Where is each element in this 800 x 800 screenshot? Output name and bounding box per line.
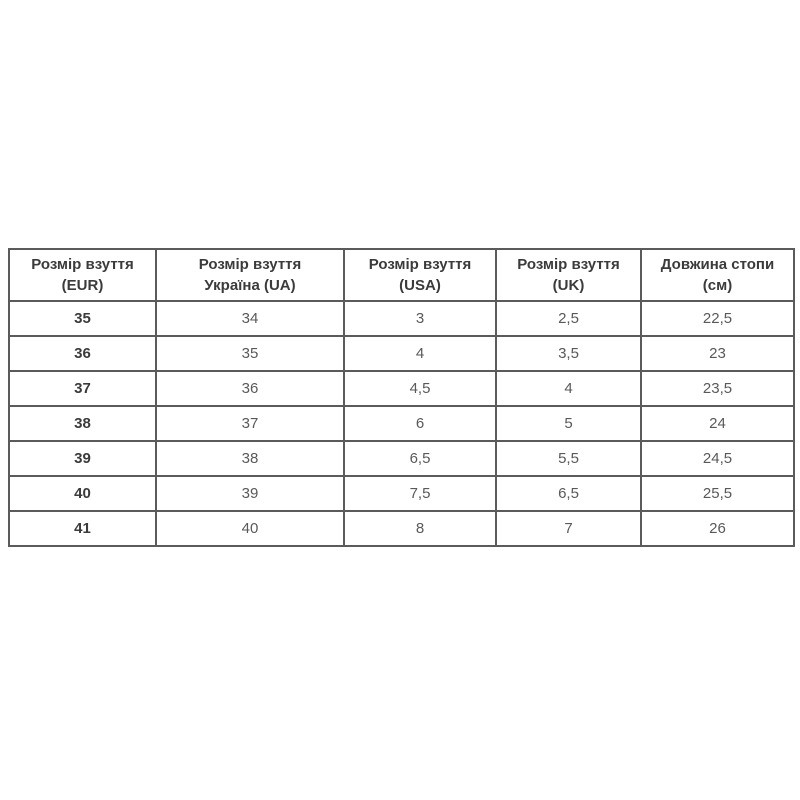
header-line1: Розмір взуття (31, 256, 134, 273)
cell-ua: 36 (156, 371, 344, 406)
cell-ua: 37 (156, 406, 344, 441)
cell-uk: 2,5 (496, 301, 641, 336)
size-conversion-table (8, 248, 795, 547)
header-line2: (EUR) (61, 277, 104, 294)
cell-uk: 5 (496, 406, 641, 441)
column-header-uk (496, 249, 641, 301)
cell-usa: 4,5 (344, 371, 496, 406)
cell-uk: 4 (496, 371, 641, 406)
header-line1: Розмір взуття (517, 256, 620, 273)
cell-usa: 3 (344, 301, 496, 336)
header-line2: (USA) (399, 277, 441, 294)
table-row (9, 336, 794, 371)
cell-eur: 39 (9, 441, 156, 476)
header-line1: Розмір взуття (368, 256, 472, 273)
cell-eur: 41 (9, 511, 156, 546)
cell-foot-length: 24 (641, 406, 794, 441)
table-row (9, 301, 794, 336)
header-line2: (см) (702, 277, 733, 294)
table-row (9, 371, 794, 406)
cell-foot-length: 23,5 (641, 371, 794, 406)
cell-ua: 40 (156, 511, 344, 546)
cell-ua: 38 (156, 441, 344, 476)
column-header-ua (156, 249, 344, 301)
cell-foot-length: 26 (641, 511, 794, 546)
cell-usa: 6 (344, 406, 496, 441)
table-row (9, 406, 794, 441)
column-header-usa (344, 249, 496, 301)
cell-ua: 39 (156, 476, 344, 511)
cell-eur: 37 (9, 371, 156, 406)
cell-foot-length: 22,5 (641, 301, 794, 336)
cell-foot-length: 25,5 (641, 476, 794, 511)
cell-ua: 34 (156, 301, 344, 336)
cell-eur: 36 (9, 336, 156, 371)
table-row (9, 441, 794, 476)
header-line2: (UK) (552, 277, 585, 294)
column-header-eur (9, 249, 156, 301)
cell-usa: 8 (344, 511, 496, 546)
cell-eur: 35 (9, 301, 156, 336)
header-line1: Довжина стопи (660, 256, 775, 273)
header-line1: Розмір взуття (198, 256, 302, 273)
cell-eur: 40 (9, 476, 156, 511)
header-line2: Україна (UA) (204, 277, 296, 294)
column-header-foot-length (641, 249, 794, 301)
table-row (9, 511, 794, 546)
cell-usa: 7,5 (344, 476, 496, 511)
cell-usa: 6,5 (344, 441, 496, 476)
cell-foot-length: 24,5 (641, 441, 794, 476)
cell-ua: 35 (156, 336, 344, 371)
cell-uk: 6,5 (496, 476, 641, 511)
cell-uk: 5,5 (496, 441, 641, 476)
cell-eur: 38 (9, 406, 156, 441)
header-row (9, 249, 794, 301)
cell-uk: 7 (496, 511, 641, 546)
cell-usa: 4 (344, 336, 496, 371)
table-row (9, 476, 794, 511)
cell-uk: 3,5 (496, 336, 641, 371)
cell-foot-length: 23 (641, 336, 794, 371)
